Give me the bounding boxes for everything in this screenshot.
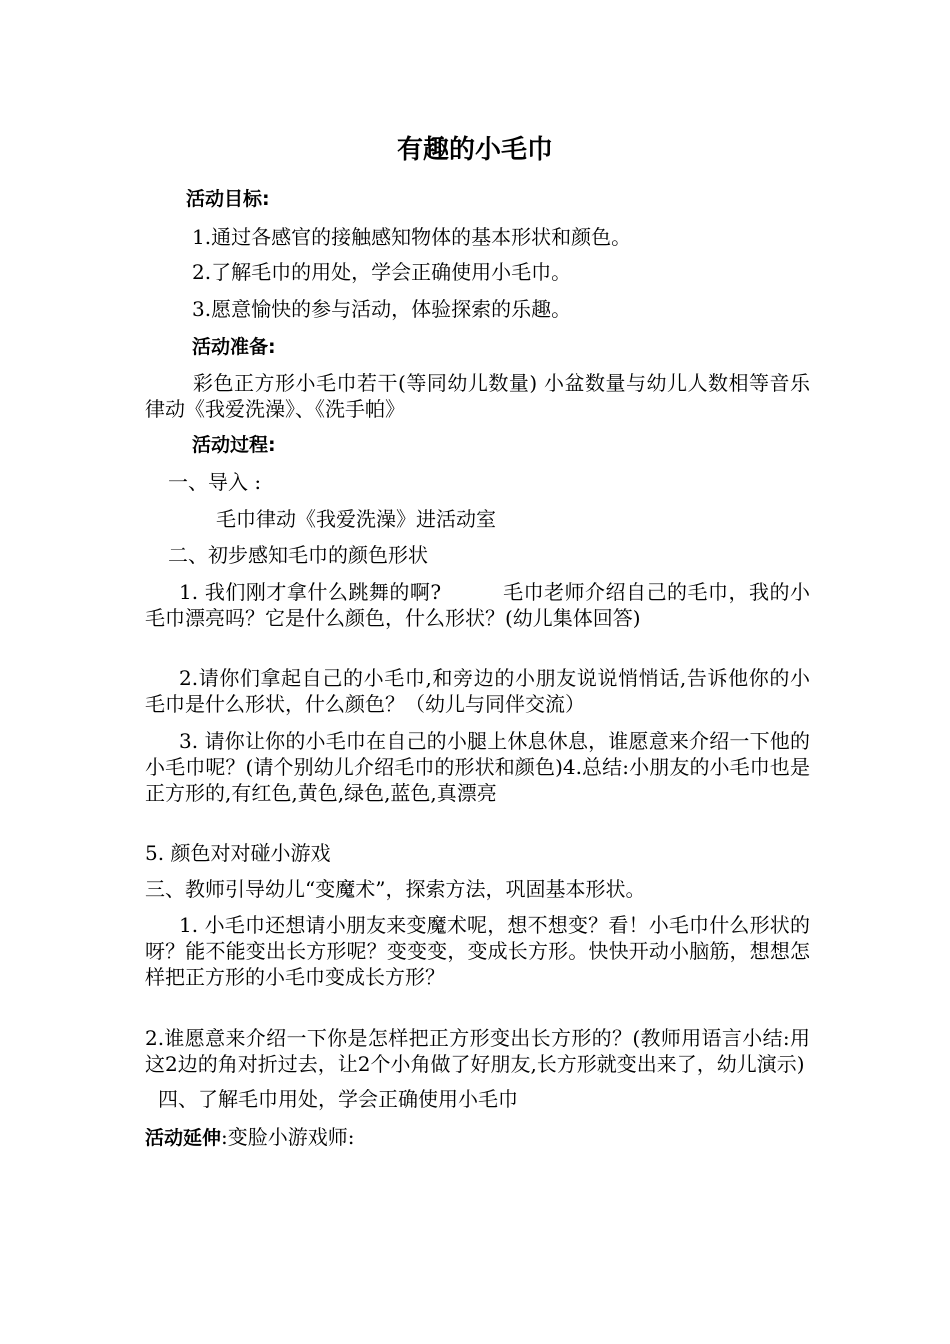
goal-item-2: 2.了解毛巾的用处，学会正确使用小毛巾。 (192, 260, 572, 284)
document-title: 有趣的小毛巾 (396, 135, 553, 165)
step1-text: 毛巾律动《我爱洗澡》进活动室 (216, 507, 496, 531)
goal-item-1: 1.通过各感官的接触感知物体的基本形状和颜色。 (192, 225, 632, 249)
goals-heading: 活动目标: (186, 188, 270, 210)
prep-text: 彩色正方形小毛巾若干(等同幼儿数量) 小盆数量与幼儿人数相等音乐律动《我爱洗澡》、《洗手帕》 (145, 371, 810, 421)
step1-title: 一、导入 : (168, 470, 262, 494)
step4-title: 四、了解毛巾用处，学会正确使用小毛巾 (158, 1087, 518, 1111)
step3-paragraph-2: 2.谁愿意来介绍一下你是怎样把正方形变出长方形的？(教师用语言小结:用这2边的角对折过去，让2个小角做了好朋友,长方形就变出来了，幼儿演示) (145, 1026, 810, 1076)
step2-paragraph-3: 3. 请你让你的小毛巾在自己的小腿上休息休息，谁愿意来介绍一下他的小毛巾呢？(请个别幼儿介绍毛巾的形状和颜色)4.总结:小朋友的小毛巾也是正方形的,有红色,黄色,绿色,蓝色,真漂亮 (145, 729, 810, 805)
goal-item-3: 3.愿意愉快的参与活动，体验探索的乐趣。 (192, 297, 572, 321)
prep-heading: 活动准备: (192, 336, 276, 358)
step2-item-5: 5. 颜色对对碰小游戏 (145, 841, 331, 865)
extension-line (145, 1124, 355, 1151)
step2-title: 二、初步感知毛巾的颜色形状 (168, 543, 428, 567)
extension-label: 活动延伸 (145, 1127, 222, 1149)
step2-paragraph-2: 2.请你们拿起自己的小毛巾,和旁边的小朋友说说悄悄话,告诉他你的小毛巾是什么形状，什么颜色？（幼儿与同伴交流） (145, 666, 810, 716)
step2-paragraph-1: 1. 我们刚才拿什么跳舞的啊? 毛巾老师介绍自己的毛巾，我的小毛巾漂亮吗？它是什么颜色，什么形状？(幼儿集体回答) (145, 580, 810, 630)
extension-text: :变脸小游戏师: (221, 1125, 355, 1149)
step3-title: 三、教师引导幼儿“变魔术”，探索方法，巩固基本形状。 (145, 877, 646, 901)
step3-paragraph-1: 1. 小毛巾还想请小朋友来变魔术呢，想不想变？看！小毛巾什么形状的呀？能不能变出长方形呢？变变变，变成长方形。快快开动小脑筋，想想怎样把正方形的小毛巾变成长方形？ (145, 913, 810, 989)
process-heading: 活动过程: (192, 434, 276, 456)
